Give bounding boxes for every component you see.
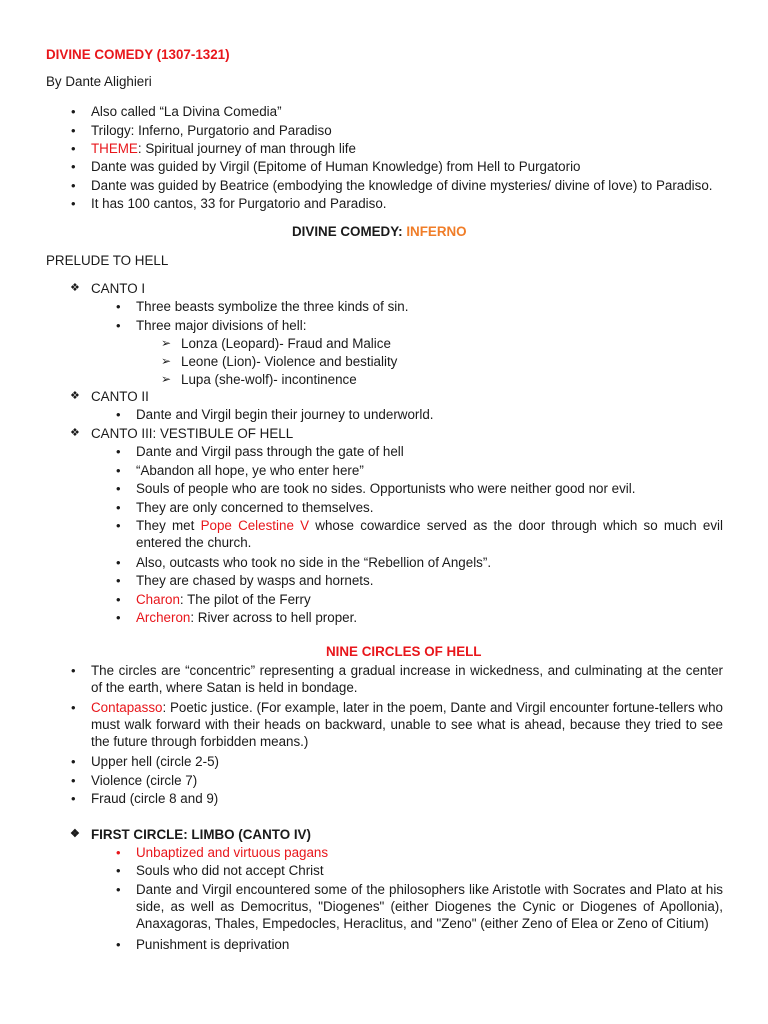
list-item: • Dante and Virgil pass through the gate of hell — [136, 443, 404, 460]
archeron-name: Archeron — [136, 610, 191, 625]
list-item: • Dante was guided by Virgil (Epitome of Human Knowledge) from Hell to Purgatorio — [91, 158, 581, 175]
sub-list-item: ➢ Lonza (Leopard)- Fraud and Malice — [181, 335, 391, 352]
list-item: • Also, outcasts who took no side in the “Rebellion of Angels”. — [136, 554, 491, 571]
list-item: • Dante and Virgil encountered some of the philosophers like Aristotle with Socrates and Plato at his side, as well as Democritus, "Diogenes" (either Diogenes the Cynic or Diogenes of Apollonia), Anaxagoras, Thales, Empedocles, Heraclitus, and "Zeno" (either Zeno of Elea or Zeno of Citium) — [136, 881, 723, 932]
list-item: • Upper hell (circle 2-5) — [91, 753, 219, 770]
contapasso-label: Contapasso — [91, 700, 163, 715]
sub-list-item: ➢ Lupa (she-wolf)- incontinence — [181, 371, 357, 388]
list-item: • Archeron: River across to hell proper. — [136, 609, 357, 626]
list-item: • Dante and Virgil begin their journey to underworld. — [136, 406, 434, 423]
list-item: • Souls of people who are took no sides. Opportunists who were neither good nor evil. — [136, 480, 635, 497]
list-item: • Souls who did not accept Christ — [136, 862, 324, 879]
list-item: • “Abandon all hope, ye who enter here” — [136, 462, 364, 479]
list-item: • Punishment is deprivation — [136, 936, 289, 953]
sub-list-item: ➢ Leone (Lion)- Violence and bestiality — [181, 353, 397, 370]
list-item: • The circles are “concentric” representing a gradual increase in wickedness, and culminating at the center of the earth, where Satan is held in bondage. — [91, 662, 723, 696]
list-item: • THEME: Spiritual journey of man through life — [91, 140, 356, 157]
list-item: • Violence (circle 7) — [91, 772, 197, 789]
list-item: • They are only concerned to themselves. — [136, 499, 373, 516]
list-item: • Also called “La Divina Comedia” — [91, 103, 282, 120]
list-item: • They met Pope Celestine V whose cowardice served as the door through which so much evil entered the church. — [136, 517, 723, 551]
list-item: • Charon: The pilot of the Ferry — [136, 591, 311, 608]
author-line: By Dante Alighieri — [46, 74, 152, 89]
list-item: • Trilogy: Inferno, Purgatorio and Paradiso — [91, 122, 332, 139]
list-item: • Fraud (circle 8 and 9) — [91, 790, 218, 807]
inferno-heading: DIVINE COMEDY: INFERNO — [292, 224, 467, 239]
list-item: • It has 100 cantos, 33 for Purgatorio and Paradiso. — [91, 195, 387, 212]
list-item: • Three beasts symbolize the three kinds of sin. — [136, 298, 408, 315]
list-item: • Dante was guided by Beatrice (embodying the knowledge of divine mysteries/ divine of love) to Paradiso. — [91, 177, 713, 194]
pope-celestine-name: Pope Celestine V — [200, 518, 310, 533]
list-item: • Contapasso: Poetic justice. (For example, later in the poem, Dante and Virgil encounter fortune-tellers who must walk forward with their heads on backward, unable to see what is ahead, because they tried to see the future through forbidden means.) — [91, 699, 723, 750]
first-circle-heading: ❖ FIRST CIRCLE: LIMBO (CANTO IV) — [91, 826, 311, 843]
charon-name: Charon — [136, 592, 180, 607]
canto-2-heading: ❖ CANTO II — [91, 388, 149, 405]
document-title: DIVINE COMEDY (1307-1321) — [46, 47, 230, 62]
list-item: • Unbaptized and virtuous pagans — [136, 844, 328, 861]
nine-circles-heading: NINE CIRCLES OF HELL — [326, 644, 482, 659]
theme-label: THEME — [91, 141, 138, 156]
prelude-heading: PRELUDE TO HELL — [46, 253, 169, 268]
canto-3-heading: ❖ CANTO III: VESTIBULE OF HELL — [91, 425, 293, 442]
list-item: • They are chased by wasps and hornets. — [136, 572, 373, 589]
canto-1-heading: ❖ CANTO I — [91, 280, 145, 297]
list-item: • Three major divisions of hell: — [136, 317, 306, 334]
